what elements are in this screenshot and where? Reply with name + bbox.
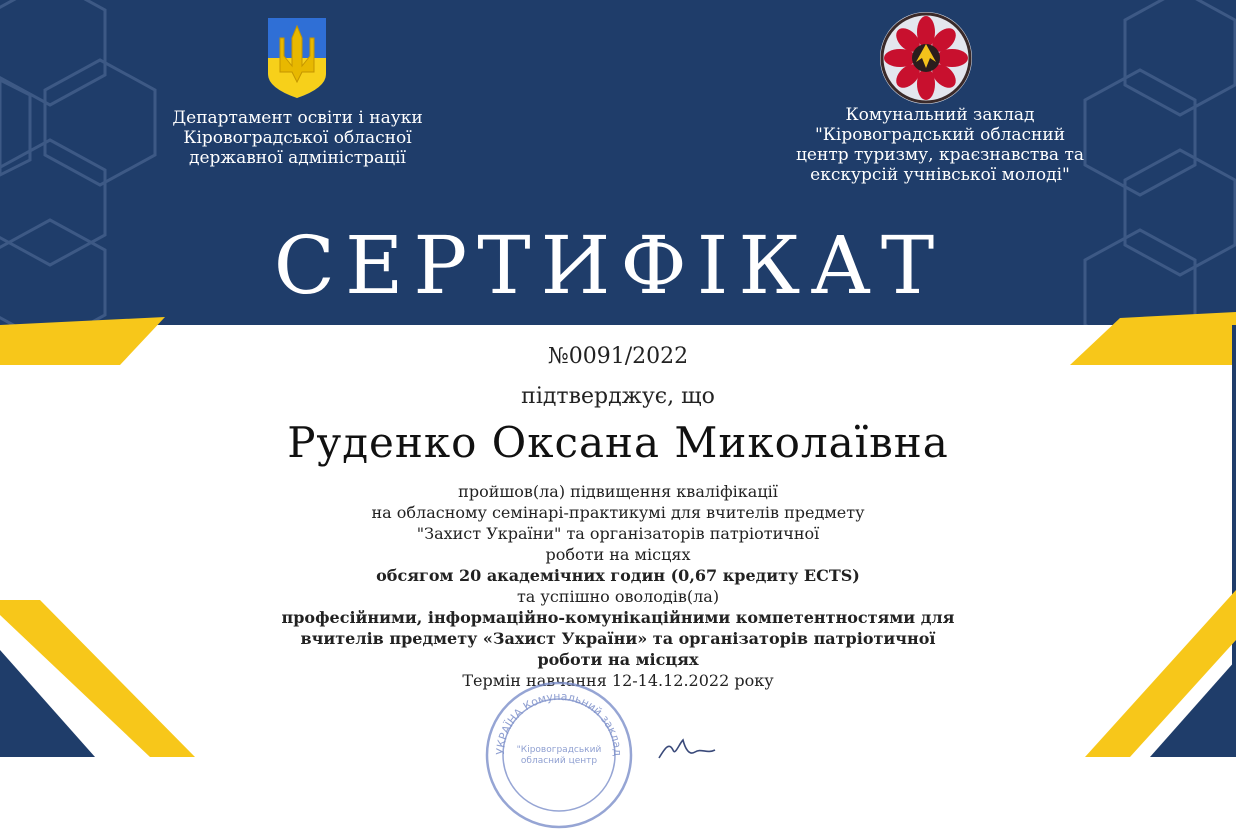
left-org-line: Кіровоградської обласної	[183, 128, 412, 148]
description-line-bold: обсягом 20 академічних годин (0,67 кредиту ECTS)	[376, 566, 860, 585]
left-org-line: Департамент освіти і науки	[172, 108, 423, 128]
description-line-bold: вчителів предмету «Захист України» та організаторів патріотичної	[300, 629, 936, 648]
description-line-bold: професійними, інформаційно-комунікаційними компетентностями для	[281, 608, 955, 627]
ukraine-coat-of-arms-icon	[266, 16, 328, 100]
right-org-line: Комунальний заклад	[845, 105, 1035, 125]
right-organization-name	[760, 105, 1120, 185]
training-period: Термін навчання 12-14.12.2022 року	[462, 671, 774, 690]
left-org-line: державної адміністрації	[189, 148, 406, 168]
svg-text:"Кіровоградський: "Кіровоградський	[516, 745, 602, 755]
left-organization-name	[130, 108, 465, 168]
official-stamp-icon	[484, 680, 634, 830]
description-line: "Захист України" та організаторів патріотичної	[416, 524, 820, 543]
description-line-bold: роботи на місцях	[537, 650, 699, 669]
svg-text:обласний центр: обласний центр	[520, 756, 598, 766]
description-line: на обласному семінарі-практикумі для вчителів предмету	[371, 503, 865, 522]
right-org-line: "Кіровоградський обласний	[814, 125, 1066, 145]
confirms-text: підтверджує, що	[521, 384, 715, 409]
certificate-number: №0091/2022	[547, 344, 689, 369]
recipient-name: Руденко Оксана Миколаївна	[287, 418, 949, 467]
description-line: пройшов(ла) підвищення кваліфікації	[458, 482, 778, 501]
certificate-title: СЕРТИФІКАТ	[273, 219, 945, 312]
description-line: роботи на місцях	[545, 545, 691, 564]
description-line: та успішно оволодів(ла)	[516, 587, 720, 606]
svg-text:УКРАЇНА Комунальний заклад: УКРАЇНА Комунальний заклад	[493, 689, 625, 757]
certificate-description	[0, 481, 1236, 691]
right-org-line: центр туризму, краєзнавства та	[796, 145, 1084, 165]
certificate-header	[0, 0, 1236, 325]
right-org-line: екскурсій учнівської молоді"	[810, 165, 1070, 185]
regional-center-emblem-icon	[878, 10, 974, 106]
